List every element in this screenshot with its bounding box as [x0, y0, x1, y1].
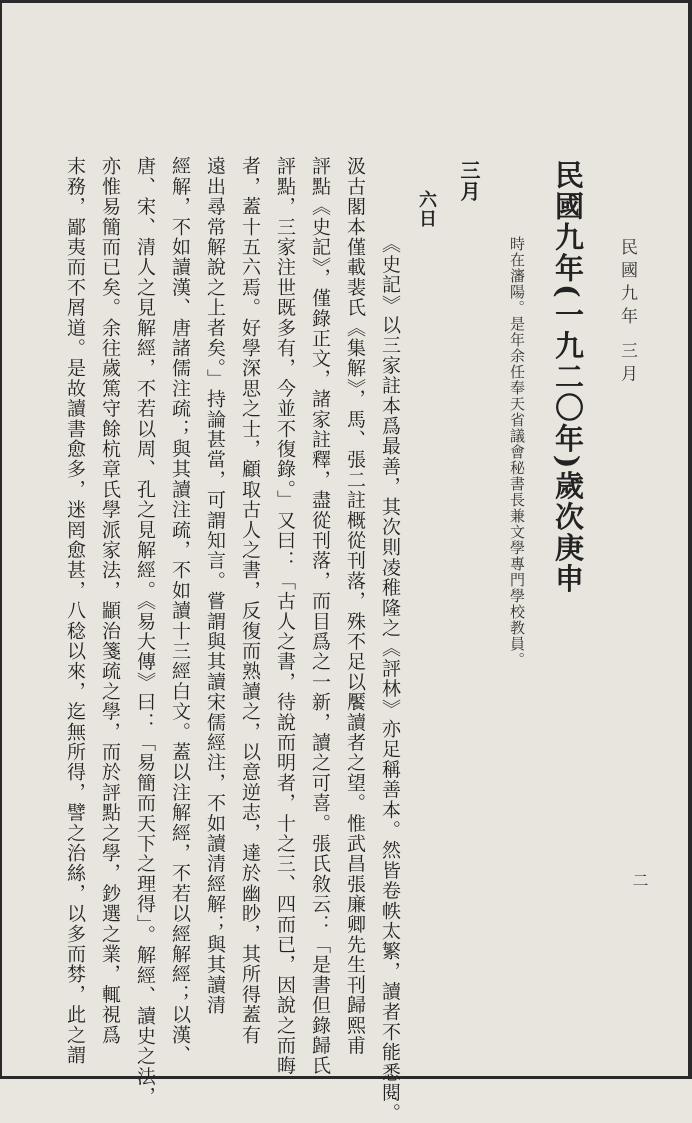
body-line: 評點《史記》，僅錄正文，諸家註釋，盡從刊落，而目爲之一新，讀之可喜。張氏敘云：「是書但錄歸氏: [309, 156, 331, 1076]
page-edge-right: [688, 0, 692, 1079]
page-edge-top: [0, 0, 692, 3]
year-heading: 民國九年(一九二〇年)歲次庚申: [551, 160, 585, 595]
body-line: 評點，三家注世既多有，今並不復錄。」又曰：「古人之書，待說而明者，十之三、四而已，因說之而晦: [274, 156, 296, 1076]
body-line: 經解，不如讀漢、唐諸儒注疏；與其讀注疏，不如讀十三經白文。蓋以注解經，不若以經解經；以漢、: [169, 156, 191, 1065]
running-head: 民國九年 三月: [617, 238, 637, 388]
year-note: 時在瀋陽。是年余任奉天省議會秘書長兼文學專門學校教員。: [508, 236, 526, 668]
body-line: 汲古閣本僅載裴氏《集解》，馬、張二註概從刊落，殊不足以饜讀者之望。惟武昌張廉卿先生刊歸熙甫: [344, 156, 366, 1056]
body-line: 亦惟易簡而已矣。余往歲篤守餘杭章氏學派家法，顓治箋疏之學，而於評點之學，鈔選之業，輒視爲: [99, 156, 121, 1045]
body-line: 唐、宋、清人之見解經，不若以周、孔之見解經。《易大傳》曰：「易簡而天下之理得」。解經、讀史之法，: [134, 156, 156, 1107]
body-line: 者，蓋十五六焉。好學深思之士，顧取古人之書，反復而熟讀之，以意逆志，達於幽眇，其所得蓋有: [239, 156, 261, 1045]
body-line: 《史記》以三家註本爲最善，其次則凌稚隆之《評林》亦足稱善本。然皆卷帙太繁，讀者不能悉閱。: [379, 234, 401, 1123]
page-number: 二: [630, 872, 649, 889]
page-edge-left: [0, 0, 2, 1079]
month-heading: 三月: [457, 160, 481, 202]
body-line: 遠出尋常解說之上者矣。」持論甚當，可謂知言。嘗謂與其讀宋儒經注，不如讀清經解；與其讀清: [204, 156, 226, 1016]
body-line: 末務，鄙夷而不屑道。是故讀書愈多，迷罔愈甚，八稔以來，迄無所得，譬之治絲，以多而棼，此之謂: [64, 156, 86, 1065]
day-heading: 六日: [416, 190, 437, 228]
